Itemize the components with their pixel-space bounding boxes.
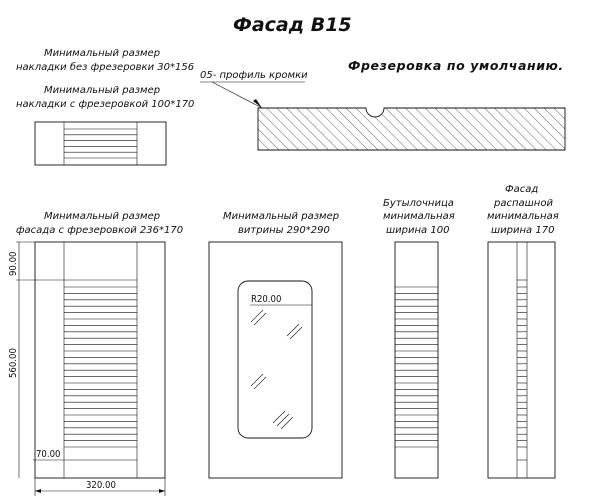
swing-facade-line-3: минимальная [487,211,559,222]
overlay-no-milling-note [16,48,194,73]
bottle-rack-line-3: ширина 100 [386,225,450,236]
dim-height: 560.00 [8,348,19,378]
bottle-rack-line-1: Бутылочница [383,198,454,209]
drawing-title: Фасад В15 [233,14,352,36]
facade-milled-line-2: фасада с фрезеровкой 236*170 [16,225,184,236]
facade-milled-drawing [35,242,165,478]
edge-profile-label: 05- профиль кромки [200,70,308,81]
swing-facade-line-2: распашной [494,198,553,209]
swing-facade-caption [487,184,559,236]
overlay-no-milling-line-2: накладки без фрезеровки 30*156 [16,62,195,73]
overlay-with-milling-line-1: Минимальный размер [44,85,161,96]
overlay-panel-drawing [35,122,166,165]
overlay-with-milling-note [16,85,194,110]
facade-milled-line-1: Минимальный размер [44,211,161,222]
dim-width: 320.00 [86,480,116,491]
edge-profile-leader [200,82,305,108]
dim-top-margin: 90.00 [8,251,19,276]
showcase-line-1: Минимальный размер [223,211,340,222]
bottle-rack-line-2: минимальная [383,211,455,222]
milling-default-heading: Фрезеровка по умолчанию. [348,58,564,73]
radius-label: R20.00 [251,294,282,305]
dim-bottom-margin: 70.00 [36,449,61,460]
overlay-no-milling-line-1: Минимальный размер [44,48,161,59]
swing-facade-line-4: ширина 170 [491,225,555,236]
overlay-with-milling-line-2: накладки с фрезеровкой 100*170 [16,99,195,110]
showcase-drawing [209,242,342,478]
facade-milled-caption [16,211,183,236]
edge-profile-section [258,108,565,150]
showcase-line-2: витрины 290*290 [238,225,330,236]
swing-facade-drawing [488,242,555,478]
bottle-rack-drawing [395,242,438,478]
bottle-rack-caption [383,198,455,236]
showcase-caption [223,211,339,236]
swing-facade-line-1: Фасад [505,184,539,195]
